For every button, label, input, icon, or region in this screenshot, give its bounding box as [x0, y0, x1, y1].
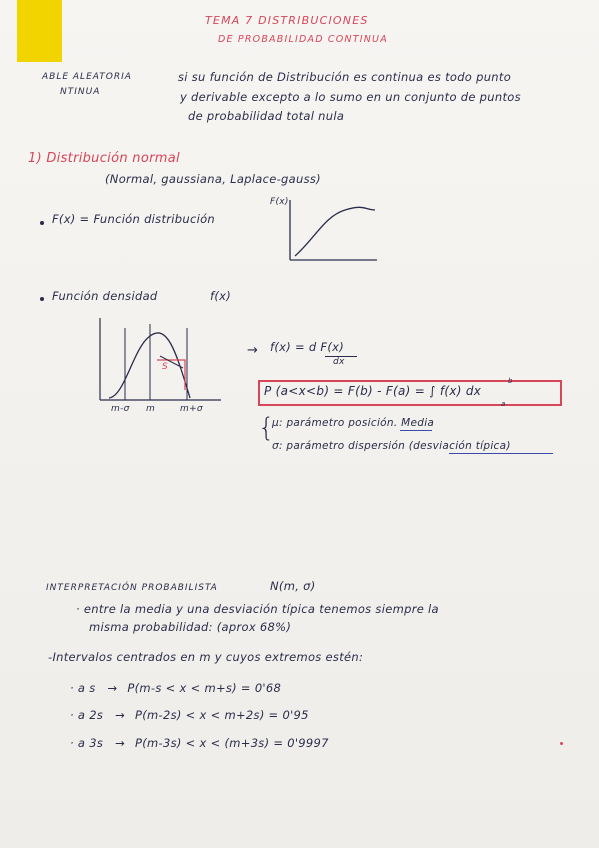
intro-text-1: si su función de Distribución es continua es todo punto	[178, 70, 512, 84]
title-line-2: DE PROBABILIDAD CONTINUA	[218, 34, 388, 45]
bell-label-center: m	[146, 404, 156, 414]
ink-speck	[560, 742, 563, 745]
interval-formula: P(m-3s) < x < (m+3s) = 0'9997	[135, 736, 329, 750]
brace: {	[258, 413, 275, 443]
intro-label-2: NTINUA	[60, 87, 101, 97]
interpretation-line-1: · entre la media y una desviación típica tenemos siempre la	[76, 602, 439, 616]
title-line-1: TEMA 7 DISTRIBUCIONES	[205, 14, 369, 27]
interval-formula: P(m-s < x < m+s) = 0'68	[127, 681, 282, 695]
bell-label-right: m+σ	[180, 404, 203, 414]
bullet-dot	[40, 221, 44, 225]
density-bullet: Función densidad	[52, 289, 158, 303]
interval-label: · a 3s	[70, 736, 104, 750]
param-mu	[272, 417, 434, 429]
bell-label-left: m-σ	[111, 404, 130, 414]
distribution-bullet: F(x) = Función distribución	[52, 212, 216, 226]
density-symbol: f(x)	[210, 289, 232, 303]
bell-curve	[95, 318, 225, 418]
section-aliases: (Normal, gaussiana, Laplace-gauss)	[105, 172, 321, 186]
interpretation-heading: INTERPRETACIÓN PROBABILISTA	[46, 583, 218, 593]
integral-upper: b	[508, 377, 513, 385]
integral-lower: a	[501, 400, 506, 408]
interpretation-line-2: misma probabilidad: (aprox 68%)	[89, 620, 292, 634]
distribution-graph	[285, 198, 385, 268]
param-sigma: σ: parámetro dispersión (desviación típica)	[272, 440, 511, 452]
intro-text-2: y derivable excepto a lo sumo en un conjunto de puntos	[180, 90, 521, 104]
interpretation-notation: N(m, σ)	[270, 579, 316, 593]
interval-arrow: →	[107, 681, 118, 695]
inflection-label: S	[162, 362, 169, 372]
interval-label: · a s	[70, 681, 96, 695]
param-mu-text: μ: parámetro posición. Media	[272, 417, 435, 429]
density-formula-top: f(x) = d F(x)	[270, 340, 345, 354]
interval-item-1	[70, 681, 281, 695]
interval-item-3	[70, 736, 329, 750]
intro-label-1: ABLE ALEATORIA	[42, 72, 132, 82]
intervals-intro: -Intervalos centrados en m y cuyos extremos estén:	[48, 650, 364, 664]
interval-formula: P(m-2s) < x < m+2s) = 0'95	[135, 708, 309, 722]
density-formula-bottom: dx	[333, 357, 345, 367]
interval-item-2	[70, 708, 309, 722]
bullet-dot	[40, 297, 44, 301]
interval-arrow: →	[115, 708, 126, 722]
yellow-tab	[17, 0, 62, 62]
interval-label: · a 2s	[70, 708, 104, 722]
intro-text-3: de probabilidad total nula	[188, 109, 345, 123]
arrow-symbol: →	[247, 343, 259, 358]
sigma-underline	[449, 453, 553, 454]
section-heading: 1) Distribución normal	[28, 151, 180, 166]
media-underline	[400, 430, 432, 431]
boxed-formula: P (a<x<b) = F(b) - F(a) = ∫ f(x) dx	[264, 384, 482, 398]
graph-axis-label: F(x)	[270, 197, 289, 207]
interval-arrow: →	[115, 736, 126, 750]
